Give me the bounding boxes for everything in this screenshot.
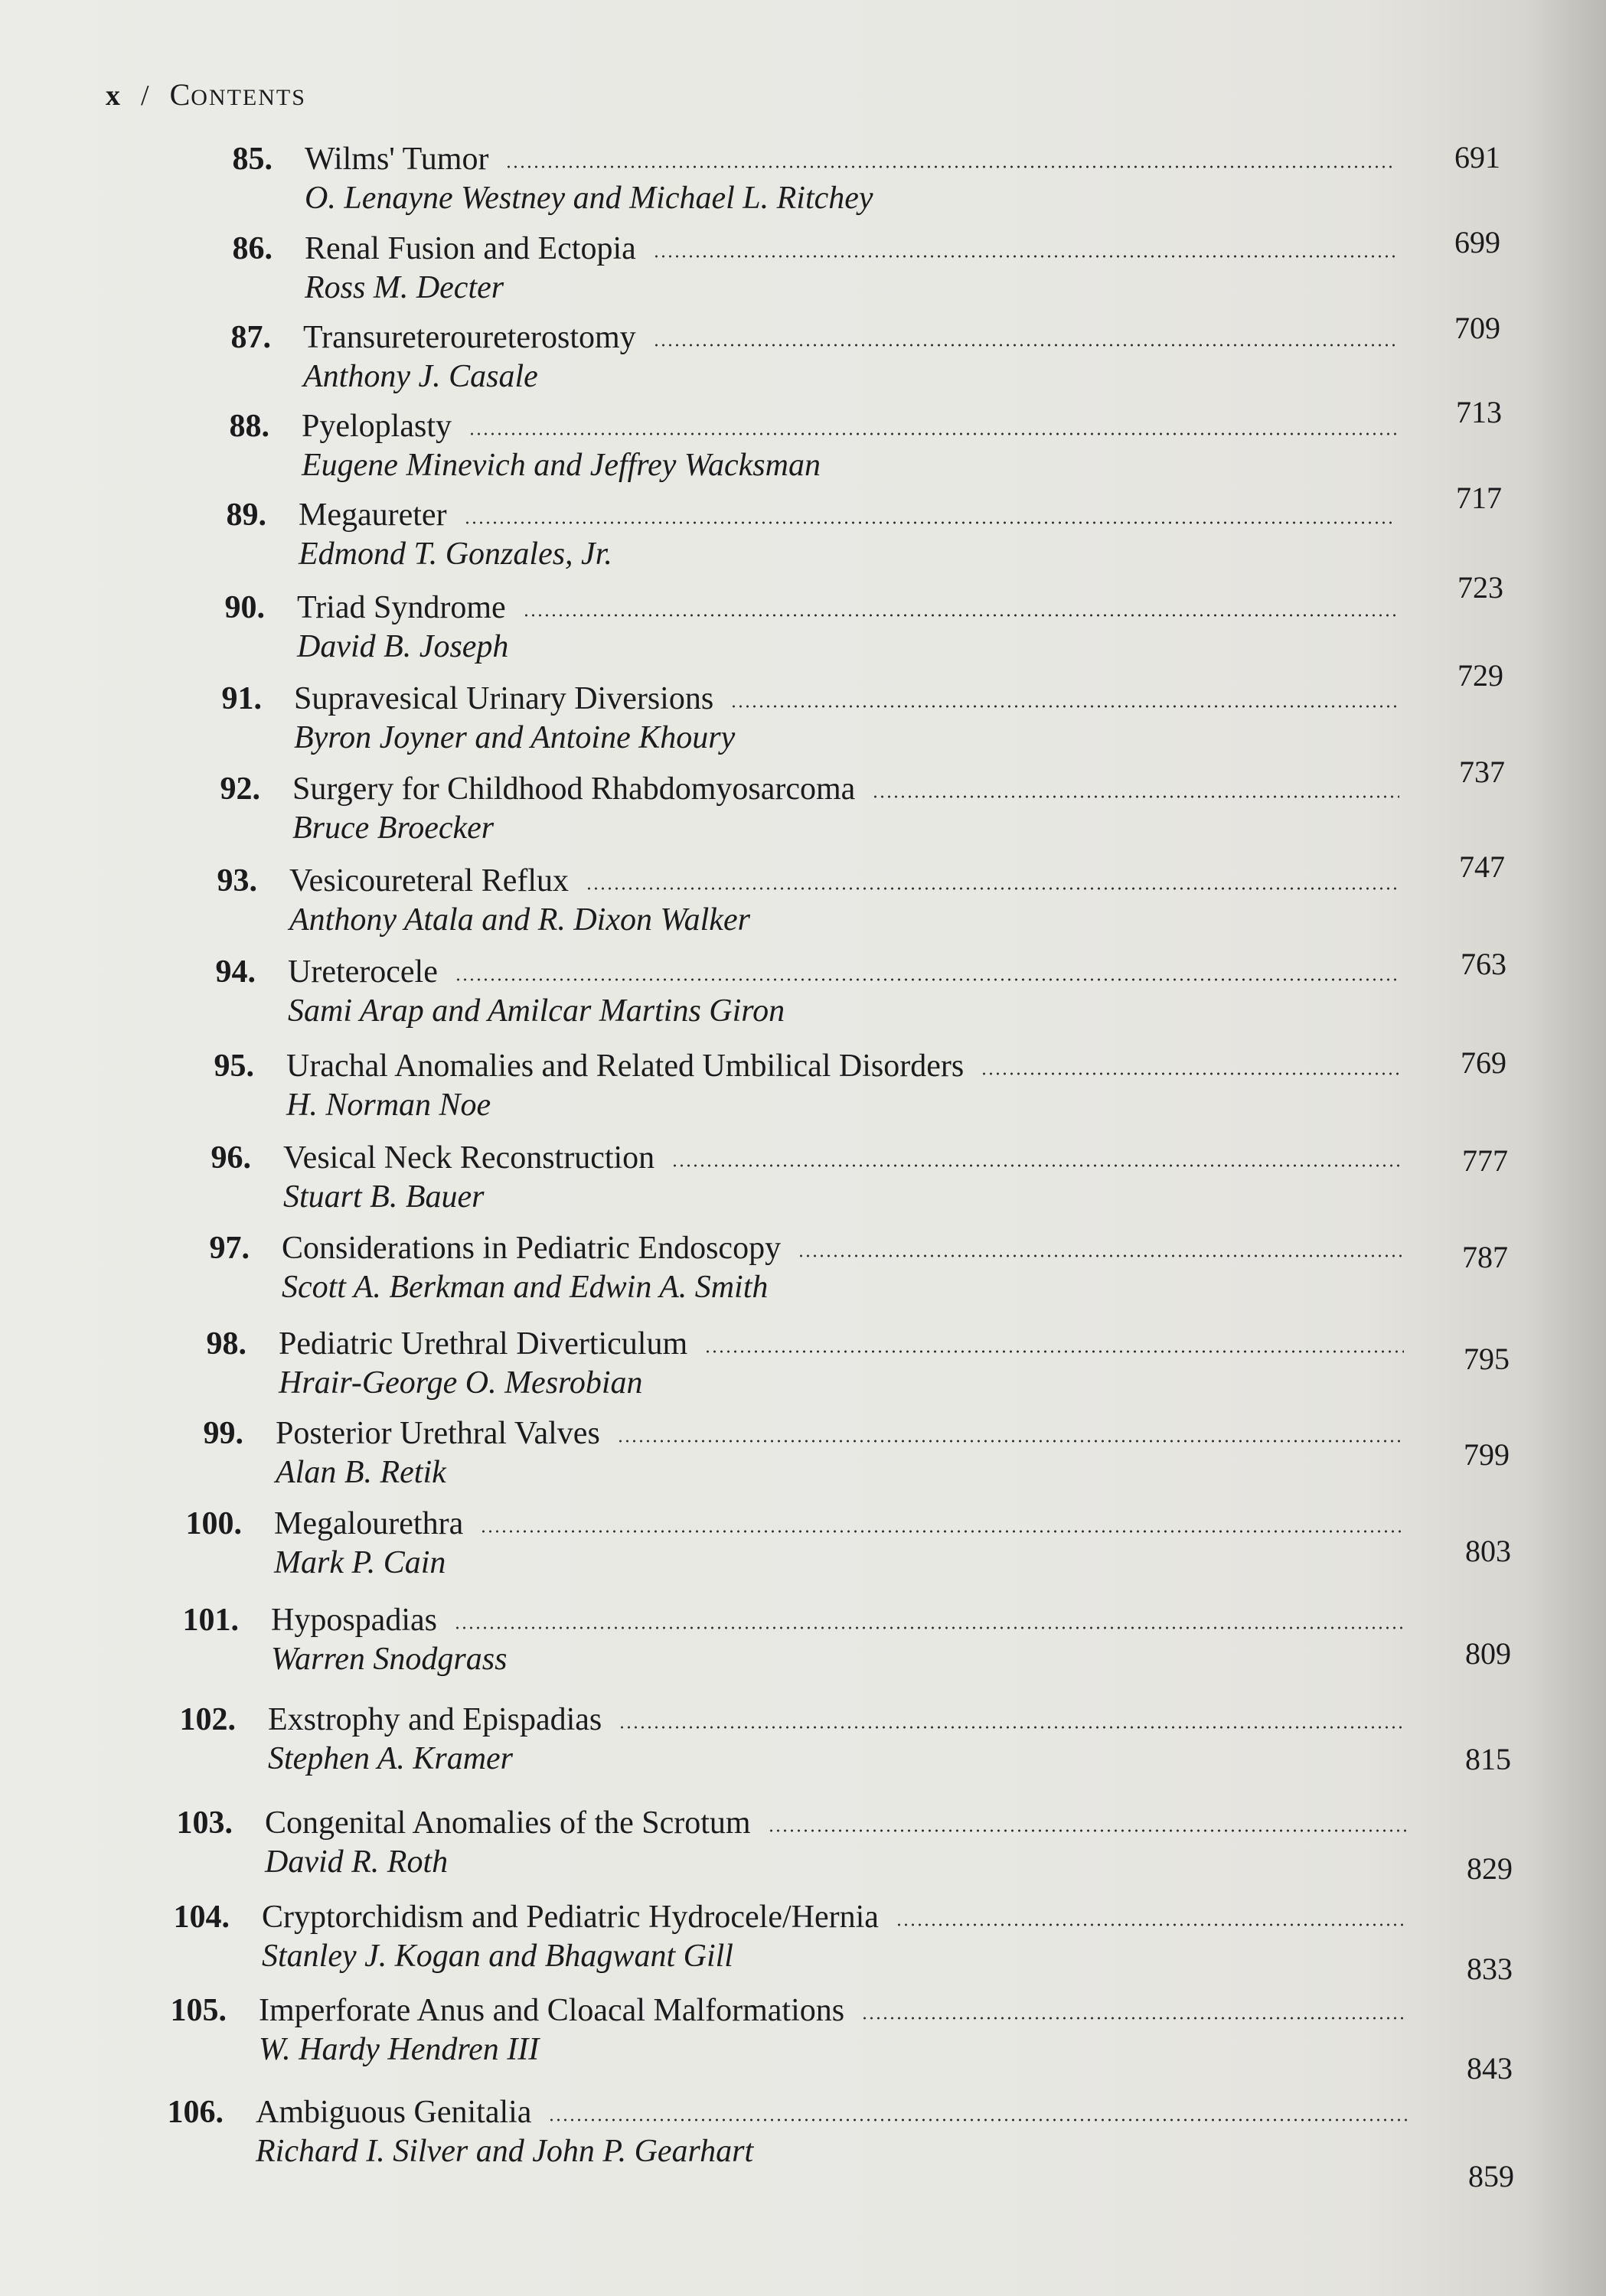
chapter-title-line	[305, 140, 1395, 178]
chapter-number: 105.	[170, 1993, 227, 2028]
chapter-author: Ross M. Decter	[305, 270, 504, 305]
chapter-title: Vesicoureteral Reflux	[289, 863, 570, 899]
chapter-title-line	[297, 589, 1398, 627]
chapter-author: Bruce Broecker	[292, 810, 495, 846]
dot-leader	[548, 2116, 1409, 2124]
chapter-author: H. Norman Noe	[286, 1088, 491, 1123]
dot-leader	[480, 1528, 1405, 1535]
chapter-title: Megalourethra	[274, 1506, 464, 1541]
chapter-title: Urachal Anomalies and Related Umbilical Disorders	[286, 1049, 965, 1084]
toc-entry	[215, 947, 1506, 1039]
chapter-number: 86.	[232, 231, 273, 266]
page-number: 691	[1454, 140, 1500, 174]
chapter-number: 98.	[206, 1326, 246, 1362]
toc-entry	[230, 311, 1500, 404]
page-number: 723	[1457, 570, 1503, 605]
dot-leader	[455, 976, 1401, 983]
chapter-title: Ureterocele	[288, 954, 438, 990]
toc-entry	[176, 1804, 1513, 1890]
chapter-number: 94.	[215, 954, 256, 990]
toc-entry	[229, 395, 1502, 493]
chapter-title-line	[294, 680, 1398, 718]
chapter-author: Anthony J. Casale	[303, 359, 538, 394]
chapter-author: Hrair-George O. Mesrobian	[279, 1365, 643, 1401]
chapter-author: Sami Arap and Amilcar Martins Giron	[288, 993, 785, 1029]
chapter-author: Stanley J. Kogan and Bhagwant Gill	[262, 1939, 733, 1974]
toc-entry	[221, 658, 1503, 765]
chapter-number: 95.	[214, 1049, 254, 1084]
chapter-number: 96.	[211, 1140, 251, 1176]
dot-leader	[586, 885, 1399, 892]
page-number: 809	[1465, 1636, 1511, 1671]
dot-leader	[861, 2014, 1407, 2022]
page-number: 815	[1465, 1742, 1511, 1776]
toc-entry	[179, 1701, 1511, 1786]
chapter-title-line	[305, 230, 1395, 268]
dot-leader	[617, 1437, 1404, 1445]
chapter-title-line	[271, 1601, 1405, 1639]
section-title-initial: C	[169, 77, 191, 112]
toc-entry	[232, 140, 1500, 226]
chapter-title: Megaureter	[299, 497, 447, 533]
page-number: 843	[1467, 2051, 1513, 2086]
chapter-number: 85.	[232, 142, 273, 177]
chapter-title: Triad Syndrome	[297, 590, 506, 625]
dot-leader	[671, 1162, 1402, 1169]
chapter-title: Hypospadias	[271, 1603, 437, 1638]
chapter-title: Cryptorchidism and Pediatric Hydrocele/Hernia	[262, 1900, 879, 1935]
page-number: 713	[1456, 395, 1502, 429]
chapter-number: 100.	[185, 1506, 242, 1541]
toc-entry	[206, 1325, 1510, 1411]
page-number: 787	[1462, 1240, 1508, 1274]
dot-leader	[653, 253, 1395, 260]
toc-entry	[220, 755, 1505, 856]
toc-entry	[211, 1139, 1508, 1225]
dot-leader	[872, 793, 1399, 801]
page-number: 799	[1464, 1437, 1510, 1472]
chapter-title: Congenital Anomalies of the Scrotum	[265, 1805, 751, 1841]
chapter-author: Stephen A. Kramer	[268, 1741, 514, 1776]
chapter-title-line	[268, 1701, 1405, 1739]
page-number: 795	[1464, 1342, 1510, 1376]
chapter-author: Warren Snodgrass	[271, 1642, 508, 1677]
chapter-number: 103.	[176, 1805, 233, 1841]
dot-leader	[523, 612, 1398, 619]
page-number: 709	[1454, 311, 1500, 345]
chapter-author: O. Lenayne Westney and Michael L. Ritchey	[305, 181, 873, 216]
toc-entry	[203, 1414, 1510, 1500]
page-number: 699	[1454, 225, 1500, 259]
chapter-title: Pediatric Urethral Diverticulum	[279, 1326, 688, 1362]
chapter-title-line	[303, 318, 1395, 357]
chapter-title-line	[279, 1325, 1404, 1363]
dot-leader	[464, 519, 1396, 527]
chapter-author: David B. Joseph	[297, 629, 509, 664]
chapter-number: 102.	[179, 1702, 236, 1737]
dot-leader	[768, 1827, 1407, 1835]
chapter-number: 93.	[217, 863, 257, 899]
page-number: 763	[1461, 947, 1506, 981]
chapter-title-line	[276, 1414, 1404, 1453]
page-number: 829	[1467, 1851, 1513, 1886]
chapter-author: Byron Joyner and Antoine Khoury	[294, 720, 736, 755]
chapter-author: David R. Roth	[265, 1844, 449, 1880]
chapter-title-line	[265, 1804, 1407, 1842]
page-number: 747	[1459, 850, 1505, 884]
page-number: 737	[1459, 755, 1505, 789]
chapter-title: Surgery for Childhood Rhabdomyosarcoma	[292, 771, 856, 807]
chapter-number: 106.	[167, 2095, 224, 2130]
toc-entry	[209, 1229, 1508, 1315]
chapter-title: Vesical Neck Reconstruction	[283, 1140, 655, 1176]
dot-leader	[704, 1348, 1404, 1355]
chapter-title: Imperforate Anus and Cloacal Malformations	[259, 1993, 845, 2028]
chapter-number: 89.	[226, 497, 266, 533]
dot-leader	[619, 1724, 1405, 1731]
chapter-title: Pyeloplasty	[302, 409, 452, 444]
section-title-rest: ONTENTS	[191, 85, 306, 110]
chapter-title: Wilms' Tumor	[305, 142, 489, 177]
chapter-number: 88.	[229, 409, 269, 444]
toc-entry	[167, 2093, 1514, 2193]
page-number: 717	[1456, 481, 1502, 515]
dot-leader	[653, 341, 1395, 349]
chapter-author: Anthony Atala and R. Dixon Walker	[289, 902, 750, 938]
chapter-title-line	[302, 407, 1396, 445]
chapter-title-line	[289, 862, 1399, 900]
chapter-author: Mark P. Cain	[274, 1545, 446, 1580]
chapter-title-line	[262, 1898, 1407, 1936]
chapter-title-line	[292, 770, 1399, 808]
chapter-number: 90.	[224, 590, 265, 625]
page-number: 833	[1467, 1952, 1513, 1986]
chapter-title-line	[259, 1991, 1407, 2030]
page-number: 777	[1462, 1143, 1508, 1178]
dot-leader	[454, 1624, 1405, 1632]
dot-leader	[896, 1921, 1407, 1929]
chapter-title-line	[288, 953, 1401, 991]
chapter-author: Scott A. Berkman and Edwin A. Smith	[282, 1270, 769, 1305]
chapter-title: Considerations in Pediatric Endoscopy	[282, 1231, 782, 1266]
chapter-title: Posterior Urethral Valves	[276, 1416, 600, 1451]
chapter-author: Eugene Minevich and Jeffrey Wacksman	[302, 448, 821, 483]
page-number: 859	[1468, 2159, 1514, 2193]
toc-entry	[182, 1601, 1511, 1687]
chapter-author: W. Hardy Hendren III	[259, 2032, 540, 2067]
toc-entry	[173, 1898, 1513, 1986]
chapter-number: 104.	[173, 1900, 230, 1935]
chapter-title-line	[299, 496, 1396, 534]
toc-entry	[185, 1505, 1511, 1590]
toc-entry	[224, 570, 1503, 674]
toc-entry	[226, 481, 1502, 582]
chapter-title-line	[282, 1229, 1402, 1267]
toc-entry	[214, 1045, 1506, 1133]
chapter-title: Renal Fusion and Ectopia	[305, 231, 636, 266]
page-number: 803	[1465, 1534, 1511, 1568]
dot-leader	[505, 163, 1395, 171]
chapter-title-line	[286, 1047, 1401, 1085]
page-number: 729	[1457, 658, 1503, 693]
chapter-number: 91.	[221, 681, 262, 716]
chapter-title: Exstrophy and Epispadias	[268, 1702, 602, 1737]
chapter-author: Richard I. Silver and John P. Gearhart	[256, 2134, 754, 2169]
chapter-author: Stuart B. Bauer	[283, 1179, 485, 1215]
dot-leader	[730, 703, 1398, 710]
chapter-title: Ambiguous Genitalia	[256, 2095, 532, 2130]
chapter-number: 92.	[220, 771, 260, 807]
dot-leader	[468, 430, 1396, 438]
chapter-number: 97.	[209, 1231, 250, 1266]
chapter-number: 99.	[203, 1416, 243, 1451]
header-separator: /	[141, 80, 150, 112]
chapter-title-line	[274, 1505, 1405, 1543]
page-numeral: x	[106, 80, 121, 112]
chapter-title-line	[283, 1139, 1402, 1177]
chapter-author: Edmond T. Gonzales, Jr.	[299, 536, 612, 572]
toc-entry	[217, 850, 1505, 947]
chapter-number: 101.	[182, 1603, 239, 1638]
chapter-title-line	[256, 2093, 1409, 2131]
toc-entry	[232, 225, 1500, 315]
chapter-title: Supravesical Urinary Diversions	[294, 681, 714, 716]
page-number: 769	[1461, 1045, 1506, 1080]
dot-leader	[798, 1252, 1402, 1260]
chapter-title: Transureteroureterostomy	[303, 320, 636, 355]
dot-leader	[981, 1070, 1401, 1078]
toc-entry	[170, 1991, 1513, 2086]
chapter-number: 87.	[230, 320, 271, 355]
chapter-author: Alan B. Retik	[276, 1455, 446, 1490]
running-header	[106, 77, 306, 113]
